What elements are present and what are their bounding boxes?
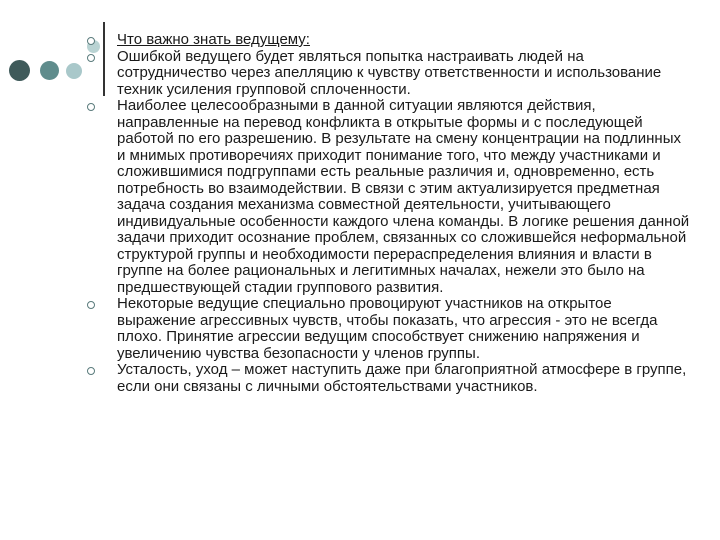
list-item-text: Некоторые ведущие специально провоцируют участников на открытое выражение агрессивных чувств, чтобы показать, что агрессия - это не всегда плохо. Принятие агрессии ведущим способствует снижению напряжения и увеличению чувства безопасности у членов группы.: [117, 295, 658, 362]
list-item: [86, 32, 690, 49]
bullet-list: [86, 32, 690, 395]
decorative-dot: [9, 60, 30, 81]
list-item: [86, 362, 690, 395]
decorative-dot: [66, 63, 82, 79]
bullet-icon: [87, 54, 95, 62]
list-item: [86, 49, 690, 99]
list-item-text: Что важно знать ведущему:: [117, 31, 310, 48]
bullet-icon: [87, 301, 95, 309]
bullet-icon: [87, 37, 95, 45]
list-item-text: Наиболее целесообразными в данной ситуации являются действия, направленные на перевод конфликта в открытые формы и с последующей работой по его разрешению. В результате на смену концентрации на подлинных и мнимых противоречиях приходит понимание того, что между участниками и сложившимися подгруппами есть реальные различия и, одновременно, есть потребность во взаимодействии. В связи с этим актуализируется предметная задача создания механизма совместной деятельности, учитывающего индивидуальные особенности каждого члена команды. В логике решения данной задачи приходит осознание проблем, связанных со сложившейся неформальной структурой группы и необходимости перераспределения влияния и власти в группе на более рациональных и легитимных началах, нежели это было на предшествующей стадии группового развития.: [117, 97, 690, 296]
decorative-dot: [40, 61, 59, 80]
list-item-text: Усталость, уход – может наступить даже при благоприятной атмосфере в группе, если они связаны с личными обстоятельствами участников.: [117, 361, 687, 395]
list-item-text: Ошибкой ведущего будет являться попытка настраивать людей на сотрудничество через апелляцию к чувству ответственности и использование техник усиления групповой сплоченности.: [117, 47, 662, 98]
list-item: [86, 98, 690, 296]
bullet-icon: [87, 103, 95, 111]
bullet-icon: [87, 367, 95, 375]
list-item: [86, 296, 690, 362]
